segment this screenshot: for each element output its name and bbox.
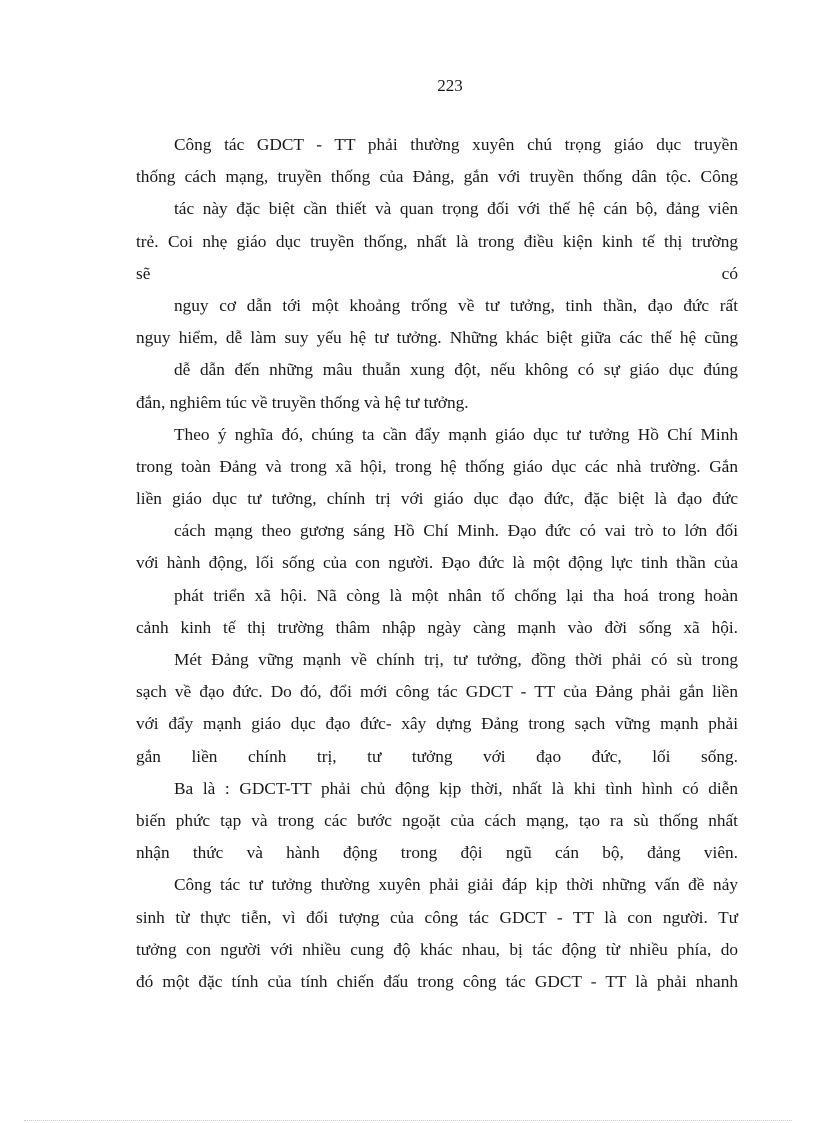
text-line: cách mạng theo gương sáng Hồ Chí Minh. Đạo đức có vai trò to lớn đối [174,521,738,541]
text-line: Công tác tư tưởng thường xuyên phải giải đáp kịp thời những vấn đề nảy [174,875,738,895]
text-line: đắn, nghiêm túc về truyền thống và hệ tư tưởng. [136,392,469,412]
page-number: 223 [437,76,463,95]
text-line: sẽ có [136,263,738,283]
text-line: Mét Đảng vững mạnh về chính trị, tư tưởng, đồng thời phải có sù trong [174,650,738,669]
text-line: đó một đặc tính của tính chiến đấu trong công tác GDCT - TT là phải nhanh [136,971,738,991]
page-bottom-divider [24,1120,792,1121]
text-line: với đẩy mạnh giáo dục đạo đức- xây dựng Đảng trong sạch vững mạnh phải [136,714,738,734]
body-text [136,129,738,998]
text-line: tưởng con người với nhiều cung độ khác nhau, bị tác động từ nhiều phía, do [136,939,738,959]
text-line: nguy cơ dẫn tới một khoảng trống về tư tưởng, tinh thần, đạo đức rất [174,295,738,315]
text-line: sạch về đạo đức. Do đó, đổi mới công tác GDCT - TT của Đảng phải gắn liền [136,682,738,702]
text-line: gắn liền chính trị, tư tưởng với đạo đức, lối sống. [136,746,738,766]
text-line: trong toàn Đảng và trong xã hội, trong hệ thống giáo dục các nhà trường. Gắn [136,456,738,476]
text-line: sinh từ thực tiễn, vì đối tượng của công tác GDCT - TT là con người. Tư [136,907,738,927]
text-line: biến phức tạp và trong các bước ngoặt của cách mạng, tạo ra sù thống nhất [136,810,738,830]
text-line: nhận thức và hành động trong đội ngũ cán bộ, đảng viên. [136,843,738,863]
text-line: Theo ý nghĩa đó, chúng ta cần đẩy mạnh giáo dục tư tưởng Hồ Chí Minh [174,424,738,444]
text-line: cảnh kinh tế thị trường thâm nhập ngày càng mạnh vào đời sống xã hội. [136,617,738,637]
text-line: thống cách mạng, truyền thống của Đảng, gắn với truyền thống dân tộc. Công [136,167,738,187]
text-line: liền giáo dục tư tưởng, chính trị với giáo dục đạo đức, đặc biệt là đạo đức [136,489,738,509]
text-line: Ba là : GDCT-TT phải chủ động kịp thời, nhất là khi tình hình có diễn [174,778,738,798]
text-line: tác này đặc biệt cần thiết và quan trọng đối với thế hệ cán bộ, đảng viên [174,199,738,219]
text-line: trẻ. Coi nhẹ giáo dục truyền thống, nhất là trong điều kiện kinh tế thị trường [136,231,738,251]
text-line: dễ dẫn đến những mâu thuẫn xung đột, nếu không có sự giáo dục đúng [174,360,738,380]
text-line: Công tác GDCT - TT phải thường xuyên chú trọng giáo dục truyền [174,135,738,154]
text-line: với hành động, lối sống của con người. Đạo đức là một động lực tinh thần của [136,553,738,573]
text-line: phát triển xã hội. Nã còng là một nhân tố chống lại tha hoá trong hoàn [174,585,738,605]
text-line: nguy hiểm, dễ làm suy yếu hệ tư tưởng. Những khác biệt giữa các thế hệ cũng [136,328,738,348]
